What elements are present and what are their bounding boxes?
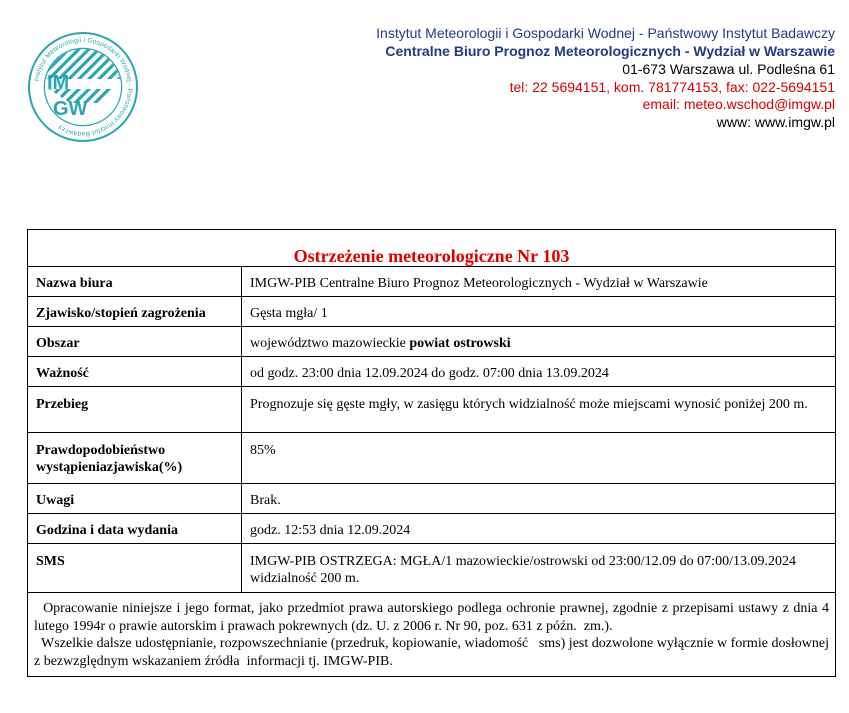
- address: 01-673 Warszawa ul. Podleśna 61: [622, 61, 835, 77]
- warning-table: [27, 229, 836, 677]
- logo-ring-text: Instytut Meteorologii i Gospodarki Wodnej · Państwowy Instytut Badawczy: [33, 36, 134, 138]
- area-region: województwo mazowieckie: [250, 336, 410, 351]
- imgw-logo: [27, 31, 139, 143]
- row-label: Godzina i data wydania: [28, 514, 242, 544]
- row-value: Gęsta mgła/ 1: [242, 297, 836, 327]
- row-value: [242, 327, 836, 357]
- table-row: [28, 387, 836, 433]
- row-value: IMGW-PIB Centralne Biuro Prognoz Meteorologicznych - Wydział w Warszawie: [242, 267, 836, 297]
- warning-title: Ostrzeżenie meteorologiczne Nr 103: [28, 230, 836, 267]
- office-name: Centralne Biuro Prognoz Meteorologicznych - Wydział w Warszawie: [385, 42, 835, 59]
- row-value: Brak.: [242, 484, 836, 514]
- row-value: od godz. 23:00 dnia 12.09.2024 do godz. 07:00 dnia 13.09.2024: [242, 357, 836, 387]
- table-row: [28, 297, 836, 327]
- row-value: Prognozuje się gęste mgły, w zasięgu których widzialność może miejscami wynosić poniżej 200 m.: [242, 387, 836, 433]
- institute-header: [376, 25, 835, 60]
- area-county: powiat ostrowski: [409, 336, 511, 351]
- row-label: Nazwa biura: [28, 267, 242, 297]
- table-row: [28, 267, 836, 297]
- email-link[interactable]: email: meteo.wschod@imgw.pl: [642, 96, 835, 112]
- row-label: Zjawisko/stopień zagrożenia: [28, 297, 242, 327]
- row-label: SMS: [28, 544, 242, 593]
- phone: tel: 22 5694151, kom. 781774153, fax: 022-5694151: [509, 78, 835, 95]
- row-label: Uwagi: [28, 484, 242, 514]
- table-row: [28, 327, 836, 357]
- table-row: [28, 433, 836, 484]
- row-label: Obszar: [28, 327, 242, 357]
- table-row: [28, 544, 836, 593]
- row-label: Prawdopodobieństwo wystąpieniazjawiska(%): [28, 433, 242, 484]
- table-row: [28, 357, 836, 387]
- table-row: [28, 484, 836, 514]
- contact-info: [510, 61, 835, 131]
- copyright-paragraph: Opracowanie niniejsze i jego format, jako przedmiot prawa autorskiego podlega ochronie prawnej, zgodnie z przepisami ustawy z dnia 4 lutego 1994r o prawie autorskim i prawach pokrewnych (dz. U. z 2006 r. Nr 90, poz. 631 z późn. zm.).: [34, 601, 833, 634]
- row-value: 85%: [242, 433, 836, 484]
- row-label: Przebieg: [28, 387, 242, 433]
- institute-name: Instytut Meteorologii i Gospodarki Wodnej - Państwowy Instytut Badawczy: [376, 25, 835, 41]
- row-value: IMGW-PIB OSTRZEGA: MGŁA/1 mazowieckie/ostrowski od 23:00/12.09 do 07:00/13.09.2024 widzialność 200 m.: [242, 544, 836, 593]
- table-row: [28, 514, 836, 544]
- redistribution-paragraph: Wszelkie dalsze udostępnianie, rozpowszechnianie (przedruk, kopiowanie, wiadomość sms) jest dozwolone wyłącznie w formie dosłownej z bezwzględnym wskazaniem źródła informacji tj. IMGW-PIB.: [34, 636, 833, 669]
- row-value: godz. 12:53 dnia 12.09.2024: [242, 514, 836, 544]
- svg-text:GW: GW: [53, 98, 88, 120]
- row-label: Ważność: [28, 357, 242, 387]
- svg-text:IM: IM: [47, 72, 70, 94]
- copyright-notice: [28, 593, 836, 677]
- website-link[interactable]: www: www.imgw.pl: [716, 113, 835, 130]
